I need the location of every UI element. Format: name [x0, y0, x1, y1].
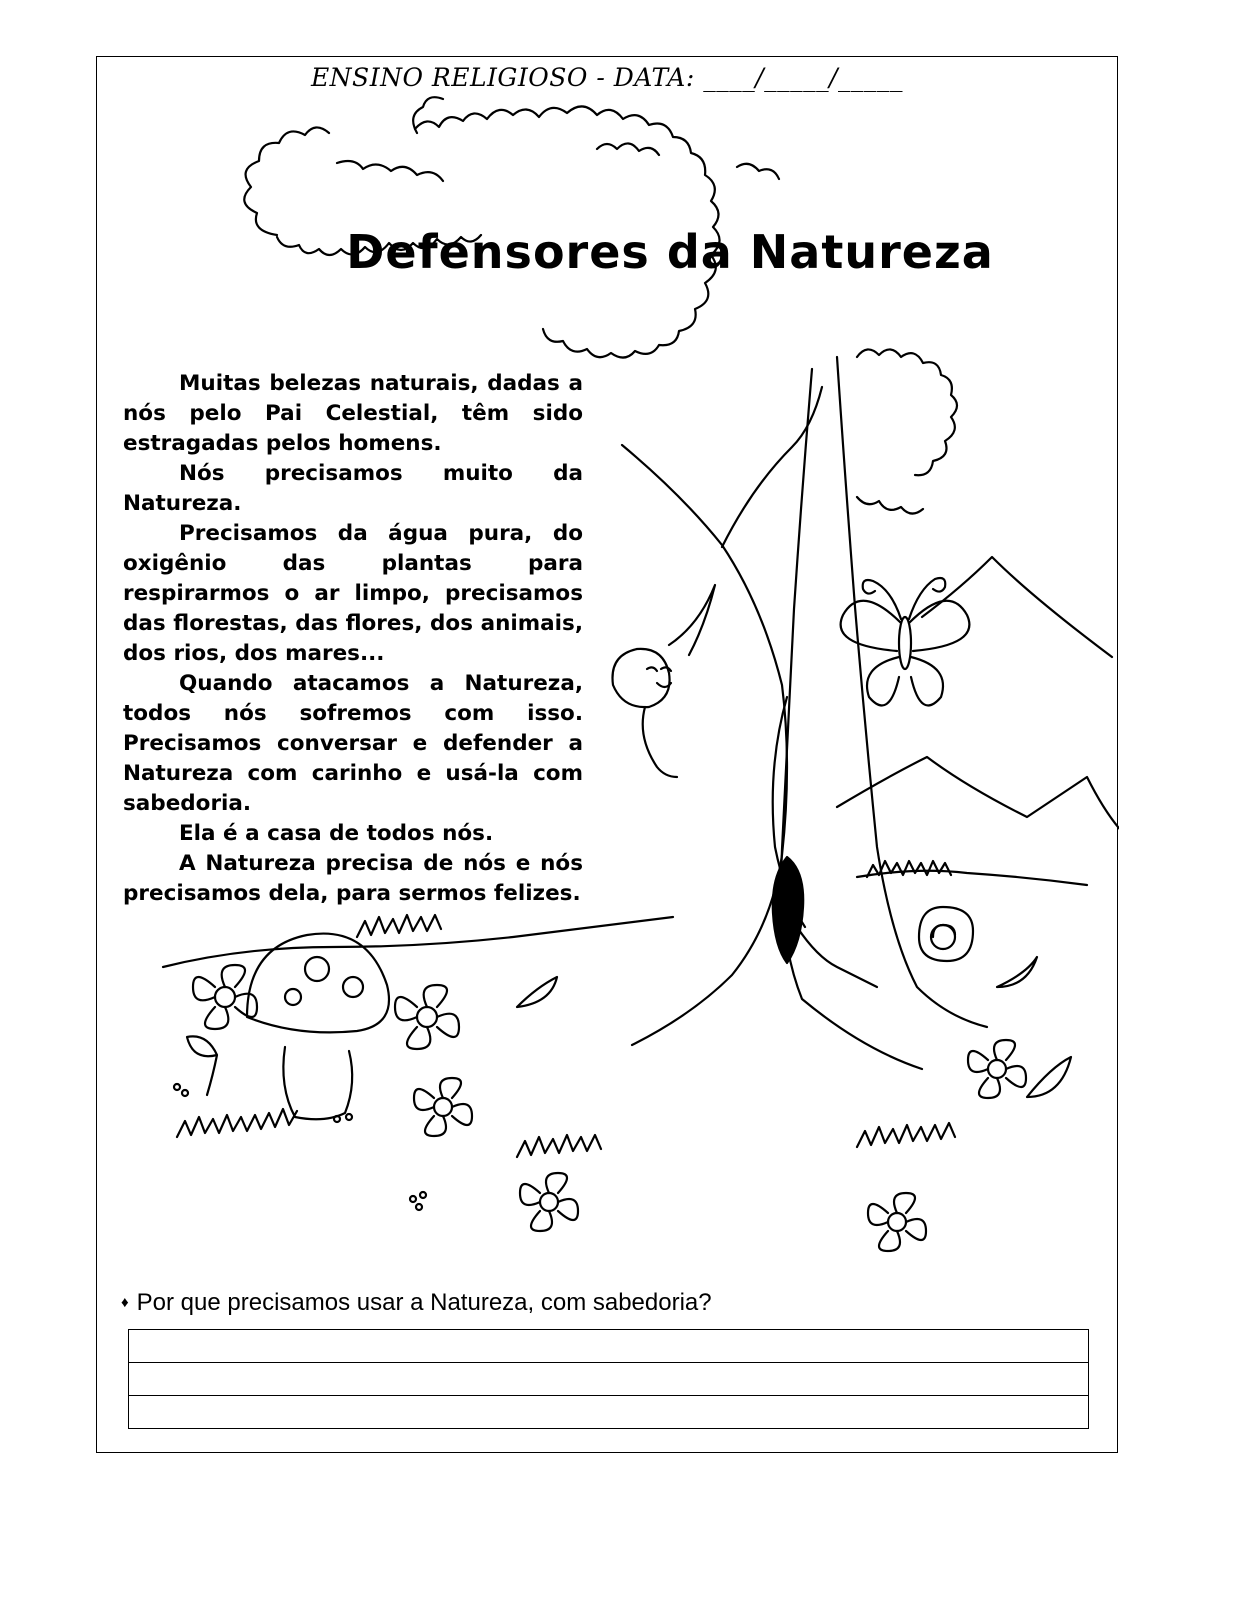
grass [357, 915, 441, 937]
answer-box[interactable] [128, 1329, 1089, 1429]
bird-illustration [613, 585, 716, 777]
question-text: Por que precisamos usar a Natureza, com sabedoria? [136, 1289, 712, 1316]
story-paragraph: Nós precisamos muito da Natureza. [123, 461, 583, 516]
story-paragraph: A Natureza precisa de nós e nós precisamos dela, para sermos felizes. [123, 851, 583, 906]
story-paragraph: Precisamos da água pura, do oxigênio das plantas para respirarmos o ar limpo, precisamos das florestas, das flores, dos animais, dos rios, dos mares... [123, 521, 583, 666]
ground-line [163, 917, 673, 967]
title-cloud [244, 127, 329, 235]
story-paragraph: Muitas belezas naturais, dadas a nós pelo Pai Celestial, têm sido estragadas pelos homens. [123, 371, 583, 456]
tree-trunk [781, 369, 922, 1069]
tree-hollow [773, 857, 803, 963]
mountains [922, 557, 1112, 657]
page-title: Defensores da Natureza [346, 225, 994, 279]
butterfly-illustration [841, 578, 970, 705]
flowers [193, 907, 1026, 1251]
story-paragraph: Quando atacamos a Natureza, todos nós sofremos com isso. Precisamos conversar e defender a Natureza com carinho e usá-la com sabedoria. [123, 671, 583, 816]
answer-line[interactable] [129, 1330, 1088, 1363]
worksheet-page [96, 56, 1118, 1453]
question [121, 1289, 712, 1317]
answer-line[interactable] [129, 1396, 1088, 1429]
story-paragraph: Ela é a casa de todos nós. [179, 821, 494, 846]
answer-line[interactable] [129, 1363, 1088, 1396]
story-text [123, 369, 583, 909]
worksheet-header: ENSINO RELIGIOSO - DATA: ____/_____/_____ [310, 63, 904, 92]
mushroom-illustration [247, 934, 389, 1120]
diamond-bullet-icon: ♦ [121, 1294, 129, 1311]
